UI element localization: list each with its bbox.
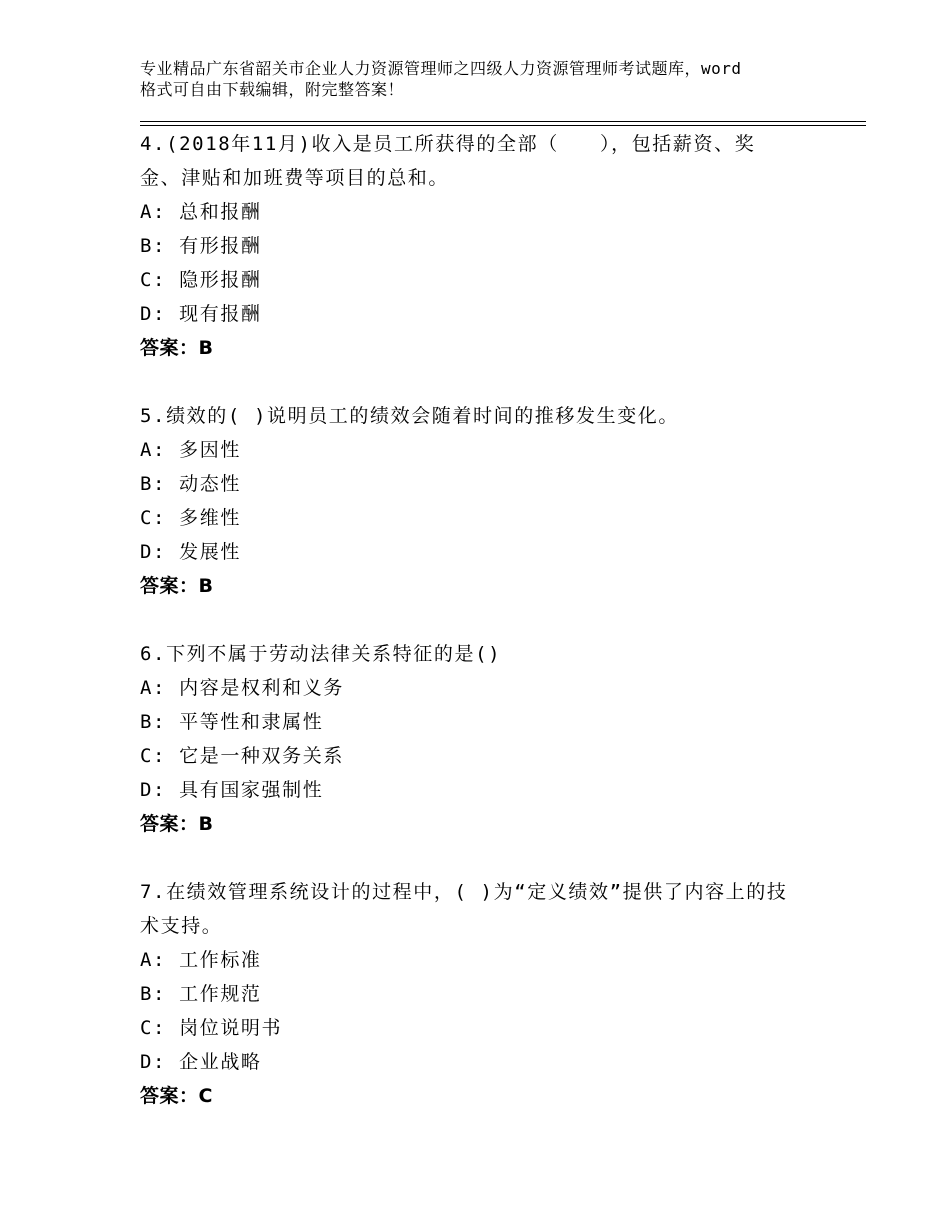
header-line-2: 格式可自由下载编辑，附完整答案！ — [140, 80, 405, 99]
question-stem: 6.下列不属于劳动法律关系特征的是() — [140, 643, 502, 665]
question-stem: 5.绩效的( )说明员工的绩效会随着时间的推移发生变化。 — [140, 405, 679, 427]
option-a: A: 总和报酬 — [140, 201, 262, 223]
answer-line: 答案：C — [140, 1085, 213, 1107]
option-d: D: 企业战略 — [140, 1051, 262, 1073]
option-b: B: 动态性 — [140, 473, 241, 495]
document-header — [140, 58, 840, 100]
option-d: D: 具有国家强制性 — [140, 779, 324, 801]
option-c: C: 多维性 — [140, 507, 241, 529]
answer-line: 答案：B — [140, 813, 214, 835]
option-d: D: 发展性 — [140, 541, 241, 563]
question-list — [140, 127, 860, 1147]
option-c: C: 它是一种双务关系 — [140, 745, 344, 767]
option-a: A: 内容是权利和义务 — [140, 677, 344, 699]
question-4 — [140, 127, 860, 365]
option-b: B: 有形报酬 — [140, 235, 262, 257]
option-c: C: 隐形报酬 — [140, 269, 262, 291]
question-stem: 4.(2018年11月)收入是员工所获得的全部（ ），包括薪资、奖金、津贴和加班费等项目的总和。 — [140, 133, 756, 189]
question-6 — [140, 637, 860, 841]
option-a: A: 多因性 — [140, 439, 241, 461]
answer-line: 答案：B — [140, 575, 214, 597]
option-b: B: 工作规范 — [140, 983, 262, 1005]
header-line-1: 专业精品广东省韶关市企业人力资源管理师之四级人力资源管理师考试题库，word — [140, 59, 742, 78]
option-a: A: 工作标准 — [140, 949, 262, 971]
question-7 — [140, 875, 860, 1113]
option-b: B: 平等性和隶属性 — [140, 711, 324, 733]
header-divider — [140, 121, 866, 126]
option-d: D: 现有报酬 — [140, 303, 262, 325]
question-5 — [140, 399, 860, 603]
option-c: C: 岗位说明书 — [140, 1017, 283, 1039]
answer-line: 答案：B — [140, 337, 214, 359]
question-stem: 7.在绩效管理系统设计的过程中，( )为“定义绩效”提供了内容上的技术支持。 — [140, 881, 788, 937]
